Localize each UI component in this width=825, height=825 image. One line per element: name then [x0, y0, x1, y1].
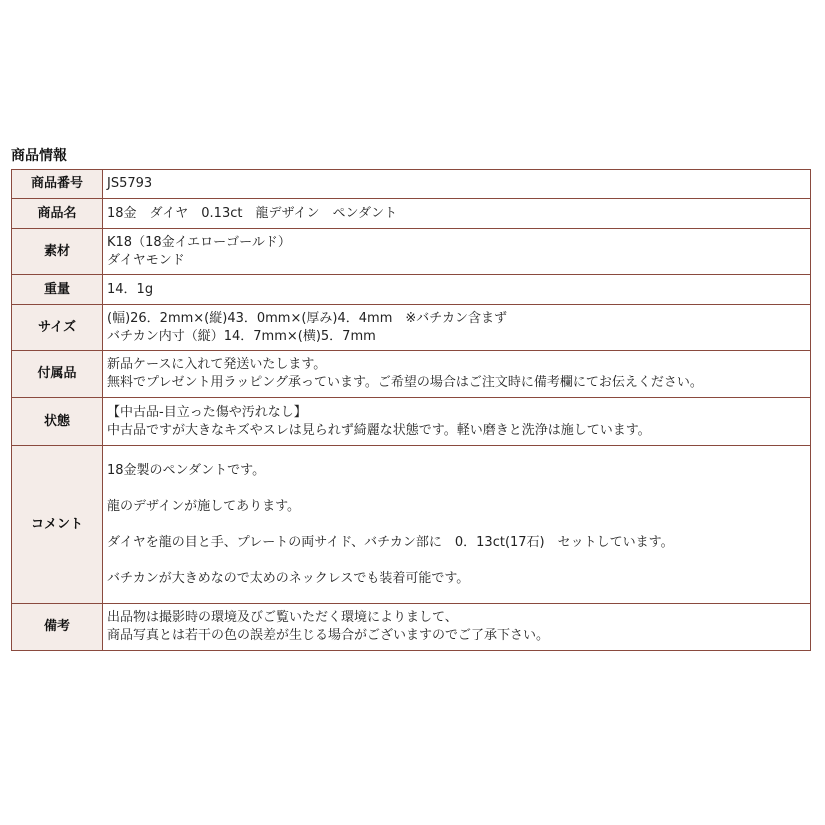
row-condition: [12, 398, 811, 446]
blank-line: [107, 552, 806, 570]
row-weight: [12, 275, 811, 305]
value-line: 商品写真とは若干の色の誤差が生じる場合がございますのでご了承下さい。: [107, 628, 550, 643]
value-line: 龍のデザインが施してあります。: [107, 498, 301, 514]
label-size: サイズ: [12, 305, 103, 351]
label-weight: 重量: [12, 275, 103, 305]
blank-line: [107, 480, 806, 498]
value-comment: [103, 446, 811, 604]
row-material: [12, 229, 811, 275]
value-line: 出品物は撮影時の環境及びご覧いただく環境によりまして、: [107, 610, 458, 625]
row-remarks: [12, 604, 811, 651]
row-product-number: [12, 170, 811, 199]
section-title: 商品情報: [11, 148, 67, 164]
value-remarks: [103, 604, 811, 651]
label-condition: 状態: [12, 398, 103, 446]
value-size: [103, 305, 811, 351]
value-condition: [103, 398, 811, 446]
value-product-number: [103, 170, 811, 199]
row-size: [12, 305, 811, 351]
value-line: 新品ケースに入れて発送いたします。: [107, 357, 327, 372]
label-remarks: 備考: [12, 604, 103, 651]
value-line: ダイヤを龍の目と手、プレートの両サイド、バチカン部に 0．13ct(17石) セットしています。: [107, 534, 674, 550]
label-comment: コメント: [12, 446, 103, 604]
value-line: 18金 ダイヤ 0.13ct 龍デザイン ペンダント: [107, 205, 398, 221]
value-line: 【中古品-目立った傷や汚れなし】: [107, 404, 307, 420]
product-info-table: [11, 169, 811, 651]
row-comment: [12, 446, 811, 604]
value-line: (幅)26．2mm×(縦)43．0mm×(厚み)4．4mm ※バチカン含まず: [107, 310, 507, 326]
value-line: 18金製のペンダントです。: [107, 462, 266, 478]
label-material: 素材: [12, 229, 103, 275]
label-product-number: 商品番号: [12, 170, 103, 199]
value-accessories: [103, 351, 811, 398]
value-material: [103, 229, 811, 275]
value-line: バチカンが大きめなので太めのネックレスでも装着可能です。: [107, 570, 470, 586]
value-weight: [103, 275, 811, 305]
value-line: バチカン内寸（縦）14．7mm×(横)5．7mm: [107, 328, 376, 344]
value-line: 無料でプレゼント用ラッピング承っています。ご希望の場合はご注文時に備考欄にてお伝えください。: [107, 375, 703, 390]
row-accessories: [12, 351, 811, 398]
value-line: 14．1g: [107, 281, 154, 297]
value-line: JS5793: [107, 176, 153, 191]
value-line: 中古品ですが大きなキズやスレは見られず綺麗な状態です。軽い磨きと洗浄は施しています。: [107, 422, 651, 438]
value-product-name: [103, 199, 811, 229]
label-product-name: 商品名: [12, 199, 103, 229]
value-line: ダイヤモンド: [107, 252, 185, 268]
value-line: K18（18金イエローゴールド）: [107, 234, 291, 250]
blank-line: [107, 516, 806, 534]
label-accessories: 付属品: [12, 351, 103, 398]
row-product-name: [12, 199, 811, 229]
